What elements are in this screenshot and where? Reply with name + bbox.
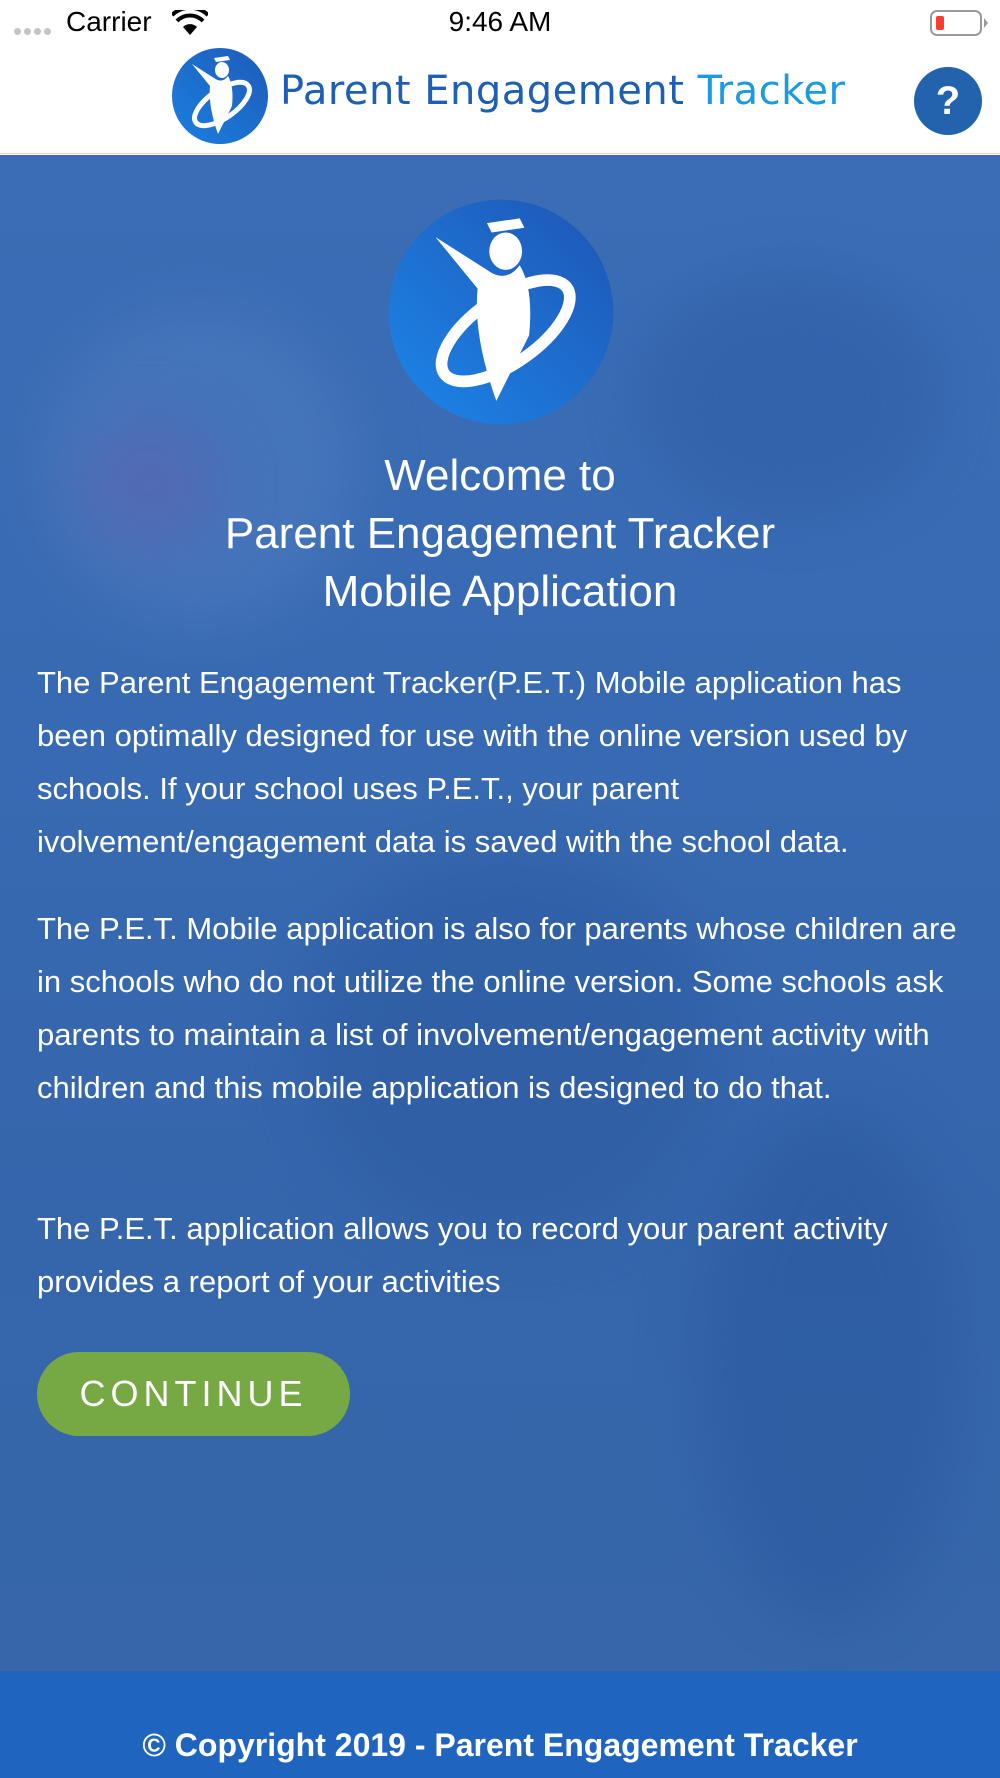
intro-paragraph: The Parent Engagement Tracker(P.E.T.) Mobile application has been optimally designed for use with the online version used by schools. If your school uses P.E.T., your parent ivolvement/engagement data is saved with the school data. — [37, 665, 908, 859]
header-title — [280, 68, 845, 114]
status-bar — [0, 0, 1000, 46]
intro-paragraph: The P.E.T. Mobile application is also for parents whose children are in schools who do not utilize the online version. Some schools ask parents to maintain a list of involvement/engagement activity with children and this mobile application is designed to do that. — [37, 911, 957, 1105]
welcome-line: Mobile Application — [322, 567, 678, 616]
footer — [0, 1671, 1000, 1778]
intro-paragraph: The P.E.T. application allows you to record your parent activity provides a report of your activities — [37, 1211, 888, 1299]
welcome-heading — [0, 447, 1000, 621]
welcome-line: Parent Engagement Tracker — [224, 509, 776, 558]
copyright-text: © Copyright 2019 - Parent Engagement Tracker — [142, 1727, 858, 1763]
welcome-hero — [0, 155, 1000, 1671]
battery-cap — [984, 18, 988, 28]
battery-icon — [930, 10, 982, 36]
app-header — [0, 46, 1000, 154]
header-title-main: Parent Engagement — [280, 68, 685, 114]
carrier-name: Carrier — [66, 6, 152, 37]
help-button[interactable]: ? — [914, 67, 982, 135]
header-title-accent: Tracker — [697, 68, 846, 114]
continue-button[interactable]: CONTINUE — [37, 1352, 350, 1436]
app-logo-icon — [170, 46, 270, 146]
status-time: 9:46 AM — [448, 6, 552, 37]
pet-logo-icon — [384, 195, 618, 429]
welcome-line: Welcome to — [384, 451, 616, 500]
